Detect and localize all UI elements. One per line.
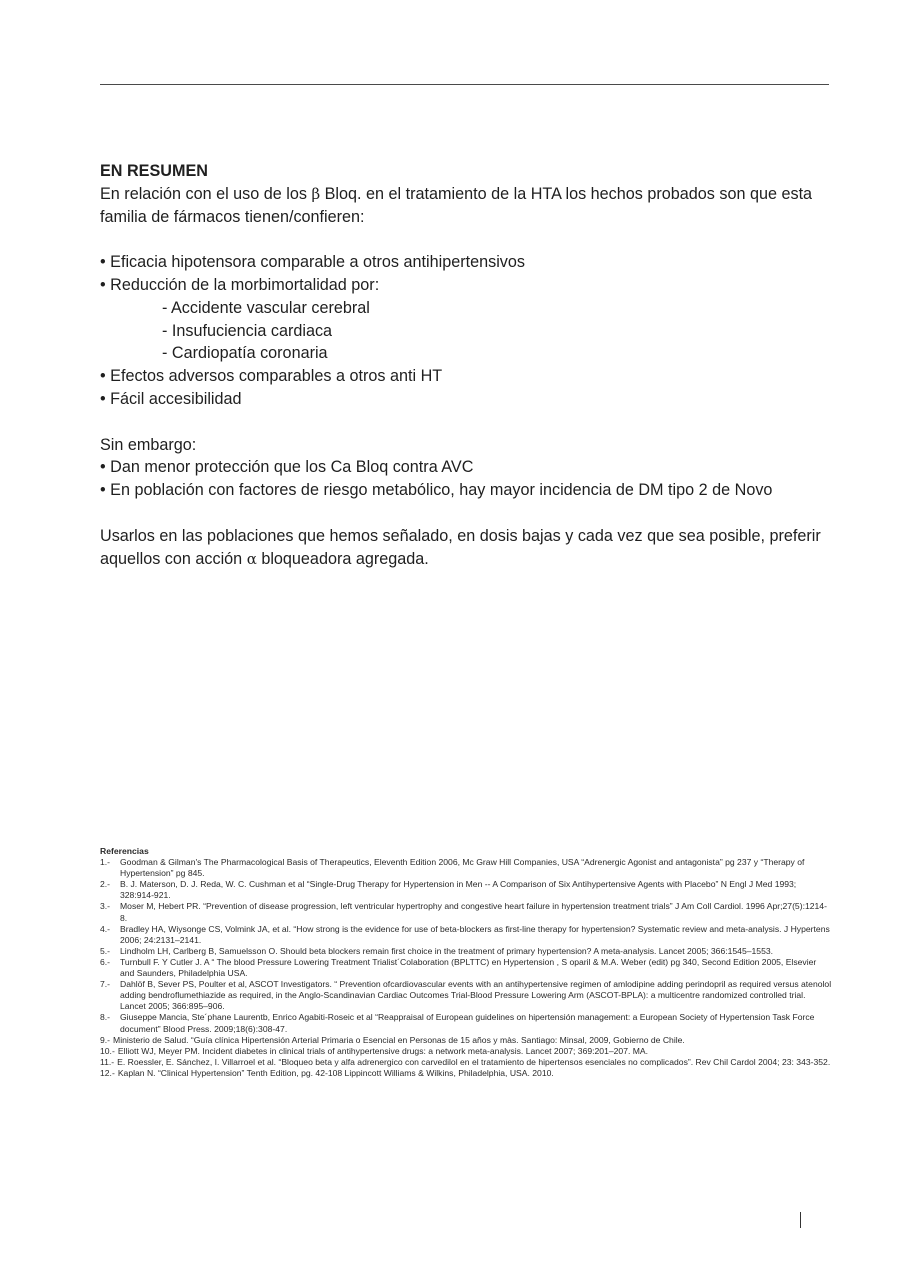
bullet-item: • Efectos adversos comparables a otros anti HT	[100, 367, 443, 386]
conclusion-text-after: bloqueadora agregada.	[256, 549, 429, 568]
reference-text: Ministerio de Salud. “Guía clínica Hipertensión Arterial Primaria o Esencial en Personas de 15 años y màs. Santiago: Minsal, 2009, Gobierno de Chile.	[113, 1034, 685, 1045]
intro-text-before: En relación con el uso de los	[100, 184, 312, 203]
reference-item	[100, 957, 832, 979]
sub-item: - Cardiopatía coronaria	[162, 344, 328, 363]
references-section	[100, 846, 832, 1079]
reference-number: 12.-	[100, 1067, 115, 1078]
references-title: Referencias	[100, 846, 149, 856]
alpha-symbol: α	[246, 549, 257, 568]
page-marker	[800, 1212, 801, 1228]
conclusion-text-before: Usarlos en las poblaciones que hemos señalado, en dosis bajas y cada vez que sea posible, preferir aquellos con acción	[100, 526, 821, 568]
top-divider	[100, 84, 829, 85]
reference-number: 4.-	[100, 923, 111, 934]
reference-number: 1.-	[100, 857, 111, 868]
reference-number: 10.-	[100, 1045, 115, 1056]
reference-number: 7.-	[100, 979, 111, 990]
bullet-item: • Reducción de la morbimortalidad por:	[100, 275, 380, 294]
beta-symbol: β	[311, 184, 321, 203]
reference-text: B. J. Materson, D. J. Reda, W. C. Cushman et al “Single-Drug Therapy for Hypertension in Men -- A Comparison of Six Antihypertensive Agents with Placebo” N Engl J Med 1993; 328:914-921.	[120, 879, 797, 901]
intro-text-after: Bloq. en el tratamiento de la HTA los hechos probados son que esta familia de fármacos tienen/confieren:	[100, 184, 813, 226]
reference-item	[100, 946, 832, 957]
reference-text: Giuseppe Mancia, Ste´phane Laurentb, Enrico Agabiti-Roseic et al “Reappraisal of European guidelines on hipertensión management: a European Society of Hypertension Task Force document” Blood Press. 2009;18(6):308-47.	[120, 1012, 815, 1034]
reference-text: Dahlöf B, Sever PS, Poulter et al, ASCOT Investigators. “ Prevention ofcardiovascular events with an antihypertensive regimen of amlodipine adding perindopril as required versus atenolol adding bendroflumethiazide as required, in the Anglo-Scandinavian Cardiac Outcomes Trial-Blood Pressure Lowering Arm (ASCOT-BPLA): a multicentre randomized controlled trial. Lancet 2005; 366:895–906.	[120, 979, 832, 1012]
reference-text: Lindholm LH, Carlberg B, Samuelsson O. Should beta blockers remain first choice in the treatment of primary hypertension? A meta-analysis. Lancet 2005; 366:1545–1553.	[120, 945, 774, 956]
reference-item	[100, 879, 832, 901]
reference-text: Moser M, Hebert PR. “Prevention of disease progression, left ventricular hypertrophy and congestive heart failure in hypertension treatment trials” J Am Coll Cardiol. 1996 Apr;27(5):1214-8.	[120, 901, 827, 923]
reference-number: 2.-	[100, 879, 111, 890]
sub-item: - Insufuciencia cardiaca	[162, 321, 333, 340]
references-list	[100, 857, 832, 1079]
reference-item	[100, 1035, 832, 1046]
reference-number: 8.-	[100, 1012, 111, 1023]
reference-text: Goodman & Gilman's The Pharmacological Basis of Therapeutics, Eleventh Edition 2006, Mc Graw Hill Companies, USA “Adrenergic Agonist and antagonista” pg 237 y “Therapy of Hypertension” pg 845.	[120, 857, 805, 879]
reference-text: Turnbull F. Y Cutler J. A “ The blood Pressure Lowering Treatment Trialist´Colaboration (BPLTTC) en Hypertension , S oparil & M.A. Weber (edit) pg 340, Second Edition 2005, Elsevier and Saunders, Philadelphia USA.	[120, 956, 817, 979]
summary-heading: EN RESUMEN	[100, 162, 208, 180]
however-label: Sin embargo:	[100, 435, 197, 454]
reference-item	[100, 1068, 832, 1079]
summary-section	[100, 160, 840, 570]
reference-text: E. Roessler, E. Sánchez, I. Villarroel et al. “Bloqueo beta y alfa adrenergico con carvedilol en el tratamiento de hipertensos esenciales no complicados”. Rev Chil Cardol 2004; 23: 343-352.	[117, 1056, 831, 1067]
reference-item	[100, 924, 832, 946]
reference-item	[100, 979, 832, 1012]
reference-item	[100, 1057, 832, 1068]
reference-item	[100, 1012, 832, 1034]
bullet-item: • Eficacia hipotensora comparable a otros antihipertensivos	[100, 253, 525, 272]
sub-item: - Accidente vascular cerebral	[162, 298, 370, 317]
reference-number: 6.-	[100, 956, 111, 967]
reference-number: 5.-	[100, 945, 111, 956]
summary-conclusion	[100, 525, 840, 571]
reference-number: 3.-	[100, 901, 111, 912]
reference-item	[100, 857, 832, 879]
reference-number: 11.-	[100, 1056, 115, 1067]
reference-item	[100, 1046, 832, 1057]
bullet-item: • En población con factores de riesgo metabólico, hay mayor incidencia de DM tipo 2 de Novo	[100, 481, 773, 500]
reference-text: Elliott WJ, Meyer PM. Incident diabetes in clinical trials of antihypertensive drugs: a network meta-analysis. Lancet 2007; 369:201–207. MA.	[117, 1045, 649, 1056]
bullet-item: • Dan menor protección que los Ca Bloq contra AVC	[100, 458, 474, 477]
reference-number: 9.-	[100, 1034, 111, 1045]
bullet-item: • Fácil accesibilidad	[100, 389, 242, 408]
summary-intro	[100, 183, 840, 229]
reference-item	[100, 901, 832, 923]
reference-text: Kaplan N. “Clinical Hypertension” Tenth Edition, pg. 42-108 Lippincott Williams & Wilkins, Philadelphia, USA. 2010.	[117, 1067, 554, 1078]
reference-text: Bradley HA, Wiysonge CS, Volmink JA, et al. “How strong is the evidence for use of beta-blockers as first-line therapy for hypertension? Systematic review and meta-analysis. J Hypertens 2006; 24:2131–2141.	[120, 923, 830, 945]
